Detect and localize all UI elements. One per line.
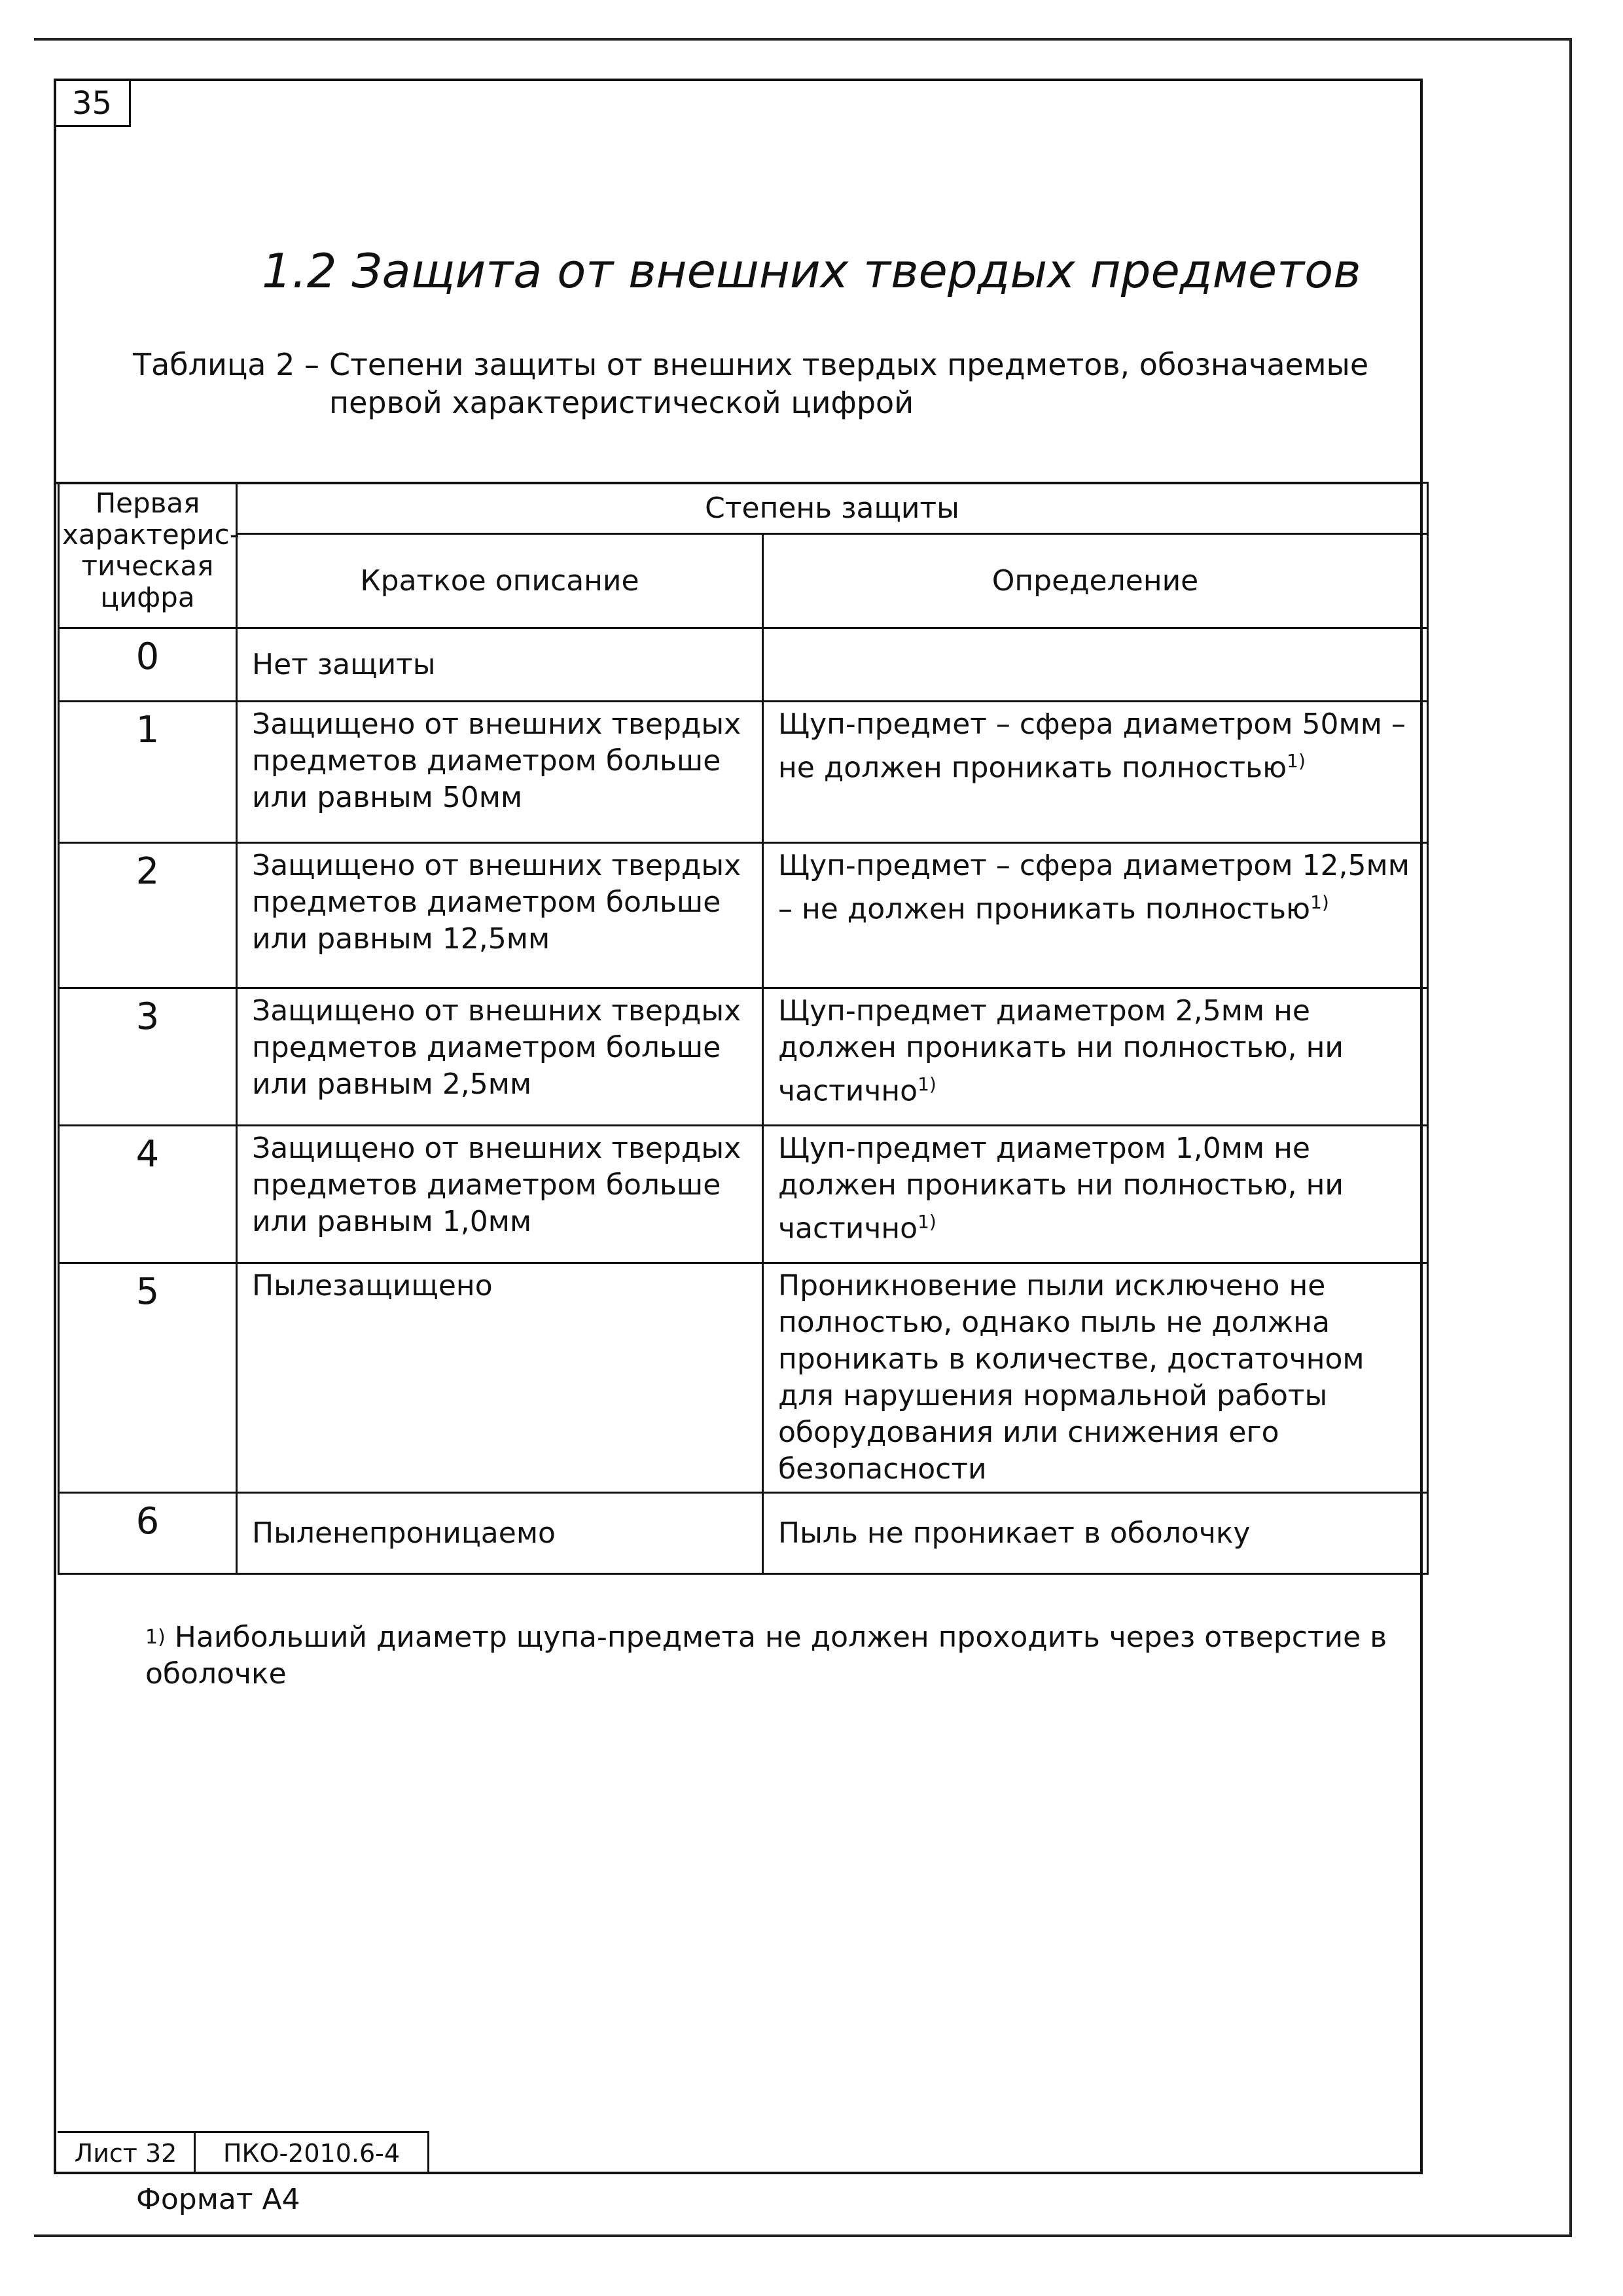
table-row xyxy=(59,1263,1428,1493)
table-caption xyxy=(133,346,1376,420)
page-number: 35 xyxy=(55,80,131,127)
header-first-digit: Первая характерис-тическая цифра xyxy=(59,483,237,628)
row-description: Защищено от внешних твердых предметов диаметром больше или равным 2,5мм xyxy=(237,988,763,1126)
table-row xyxy=(59,1493,1428,1574)
row-definition: Пыль не проникает в оболочку xyxy=(763,1493,1428,1574)
row-digit: 5 xyxy=(59,1263,237,1493)
table-row xyxy=(59,1126,1428,1263)
header-protection-degree: Степень защиты xyxy=(237,483,1428,534)
row-definition: Щуп-предмет – сфера диаметром 50мм – не должен проникать полностью$^{1)}$ xyxy=(763,702,1428,843)
table-caption-label: Таблица 2 – xyxy=(133,347,319,382)
protection-table xyxy=(58,482,1429,1575)
footnote-ref: 1) xyxy=(1287,750,1306,772)
row-description: Пыленепроницаемо xyxy=(237,1493,763,1574)
row-digit: 0 xyxy=(59,628,237,702)
row-digit: 6 xyxy=(59,1493,237,1574)
stamp-sheet: Лист 32 xyxy=(58,2133,196,2174)
sheet-top-border xyxy=(34,38,1572,41)
row-digit: 3 xyxy=(59,988,237,1126)
row-digit: 1 xyxy=(59,702,237,843)
footnote-ref: 1) xyxy=(1310,891,1329,913)
table-row xyxy=(59,702,1428,843)
row-description: Нет защиты xyxy=(237,628,763,702)
row-description: Защищено от внешних твердых предметов диаметром больше или равным 50мм xyxy=(237,702,763,843)
section-heading: 1.2 Защита от внешних твердых предметов xyxy=(262,243,1361,298)
footnote-ref: 1) xyxy=(918,1073,936,1095)
footnote-mark: 1) xyxy=(145,1626,166,1649)
row-description: Защищено от внешних твердых предметов диаметром больше или равным 1,0мм xyxy=(237,1126,763,1263)
table-caption-text: Степени защиты от внешних твердых предметов, обозначаемые первой характеристической цифрой xyxy=(329,347,1369,420)
row-definition: Щуп-предмет – сфера диаметром 12,5мм – не должен проникать полностью$^{1)}$ xyxy=(763,843,1428,988)
table-row xyxy=(59,843,1428,988)
table-subheader-row xyxy=(59,534,1428,628)
row-definition xyxy=(763,628,1428,702)
stamp-code: ПКО-2010.6-4 xyxy=(223,2139,401,2168)
sheet-right-border xyxy=(1569,38,1572,2237)
row-description: Пылезащищено xyxy=(237,1263,763,1493)
footnote-ref: 1) xyxy=(918,1211,936,1232)
footnote xyxy=(145,1619,1389,1693)
footnote-text: Наибольший диаметр щупа-предмета не должен проходить через отверстие в оболочке xyxy=(145,1621,1387,1691)
sheet-bottom-border xyxy=(34,2234,1572,2237)
row-definition: Проникновение пыли исключено не полностью, однако пыль не должна проникать в количестве, достаточном для нарушения нормальной работы оборудования или снижения его безопасности xyxy=(763,1263,1428,1493)
table-row xyxy=(59,988,1428,1126)
table-header-row xyxy=(59,483,1428,534)
row-description: Защищено от внешних твердых предметов диаметром больше или равным 12,5мм xyxy=(237,843,763,988)
row-digit: 2 xyxy=(59,843,237,988)
header-definition: Определение xyxy=(763,534,1428,628)
header-short-description: Краткое описание xyxy=(237,534,763,628)
table-row xyxy=(59,628,1428,702)
format-label: Формат А4 xyxy=(136,2183,300,2216)
row-definition: Щуп-предмет диаметром 1,0мм не должен проникать ни полностью, ни частично$^{1)}$ xyxy=(763,1126,1428,1263)
title-stamp xyxy=(58,2131,429,2174)
row-digit: 4 xyxy=(59,1126,237,1263)
row-definition: Щуп-предмет диаметром 2,5мм не должен проникать ни полностью, ни частично$^{1)}$ xyxy=(763,988,1428,1126)
